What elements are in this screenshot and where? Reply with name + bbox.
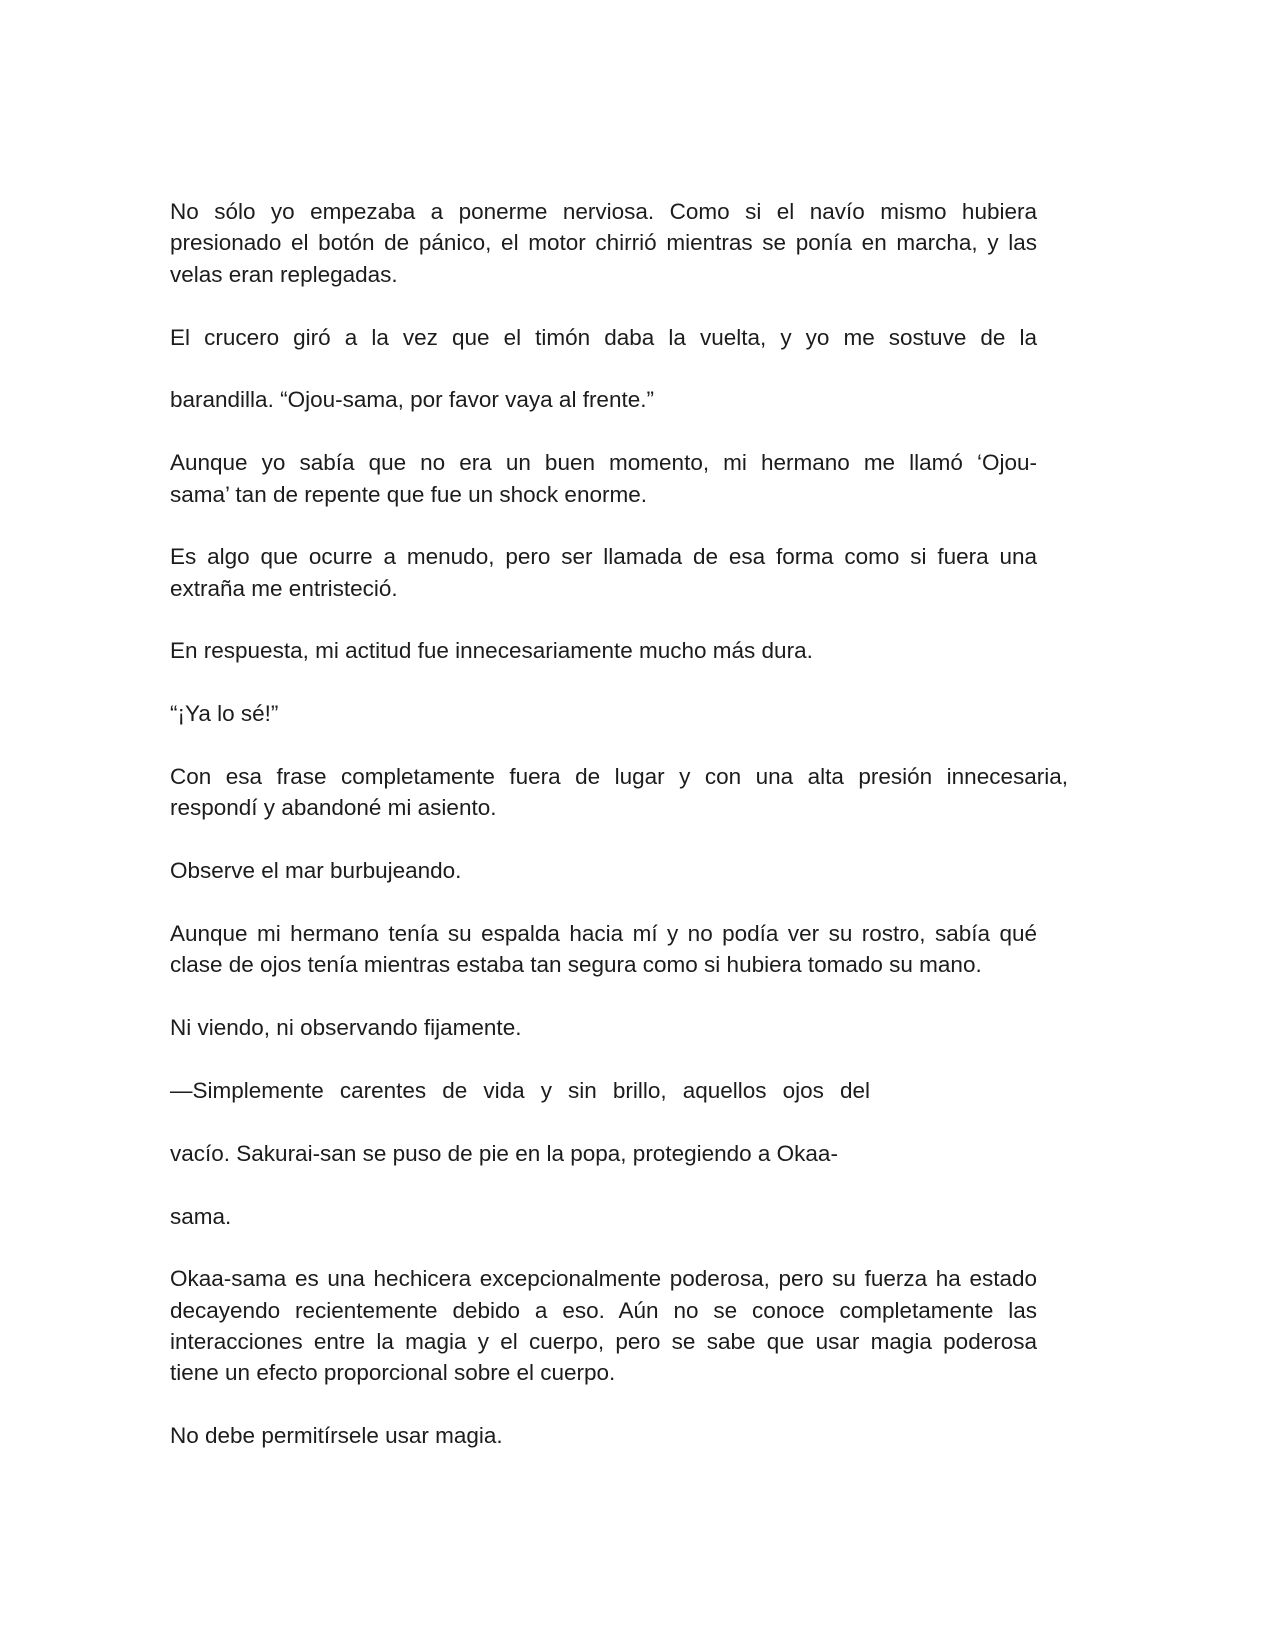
- text-line: En respuesta, mi actitud fue innecesariamente mucho más dura.: [170, 638, 813, 664]
- text-line: extraña me entristeció.: [170, 575, 398, 601]
- text-line: interacciones entre la magia y el cuerpo, pero se sabe que usar magia poderosa: [170, 1329, 1037, 1355]
- paragraph: [170, 1263, 1075, 1389]
- paragraph: [170, 322, 1075, 353]
- paragraph: [170, 761, 1075, 824]
- text-line: sama’ tan de repente que fue un shock enorme.: [170, 481, 647, 507]
- text-body: [170, 196, 1075, 1483]
- paragraph: [170, 855, 1075, 886]
- paragraph: [170, 541, 1075, 604]
- paragraph: [170, 698, 1075, 729]
- paragraph: [170, 447, 1075, 510]
- text-line: clase de ojos tenía mientras estaba tan segura como si hubiera tomado su mano.: [170, 952, 982, 978]
- paragraph: [170, 1138, 1075, 1169]
- text-line: Ni viendo, ni observando fijamente.: [170, 1015, 522, 1041]
- text-line: Con esa frase completamente fuera de lugar y con una alta presión innecesaria,: [170, 764, 1068, 790]
- text-line: velas eran replegadas.: [170, 261, 398, 287]
- paragraph: [170, 384, 1075, 415]
- text-line: tiene un efecto proporcional sobre el cuerpo.: [170, 1360, 616, 1386]
- text-line: vacío. Sakurai-san se puso de pie en la popa, protegiendo a Okaa-: [170, 1140, 838, 1166]
- text-line: Okaa-sama es una hechicera excepcionalmente poderosa, pero su fuerza ha estado: [170, 1266, 1037, 1292]
- text-line: “¡Ya lo sé!”: [170, 701, 279, 727]
- text-line: barandilla. “Ojou-sama, por favor vaya al frente.”: [170, 387, 654, 413]
- paragraph: [170, 1012, 1075, 1043]
- text-line: No debe permitírsele usar magia.: [170, 1423, 503, 1449]
- text-line: decayendo recientemente debido a eso. Aún no se conoce completamente las: [170, 1297, 1037, 1323]
- paragraph: [170, 1420, 1075, 1451]
- paragraph: [170, 918, 1075, 981]
- text-line: No sólo yo empezaba a ponerme nerviosa. Como si el navío mismo hubiera: [170, 199, 1037, 224]
- text-line: Aunque yo sabía que no era un buen momento, mi hermano me llamó ‘Ojou-: [170, 450, 1037, 476]
- paragraph: [170, 635, 1075, 666]
- text-line: —Simplemente carentes de vida y sin brillo, aquellos ojos del: [170, 1077, 870, 1103]
- paragraph: [170, 1075, 1075, 1106]
- text-line: presionado el botón de pánico, el motor chirrió mientras se ponía en marcha, y las: [170, 230, 1037, 256]
- text-line: Es algo que ocurre a menudo, pero ser llamada de esa forma como si fuera una: [170, 544, 1037, 570]
- text-line: El crucero giró a la vez que el timón daba la vuelta, y yo me sostuve de la: [170, 324, 1037, 350]
- text-line: Observe el mar burbujeando.: [170, 858, 462, 884]
- paragraph: [170, 1201, 1075, 1232]
- text-line: respondí y abandoné mi asiento.: [170, 795, 497, 821]
- text-line: Aunque mi hermano tenía su espalda hacia mí y no podía ver su rostro, sabía qué: [170, 920, 1037, 946]
- text-line: sama.: [170, 1203, 232, 1229]
- paragraph: [170, 196, 1075, 290]
